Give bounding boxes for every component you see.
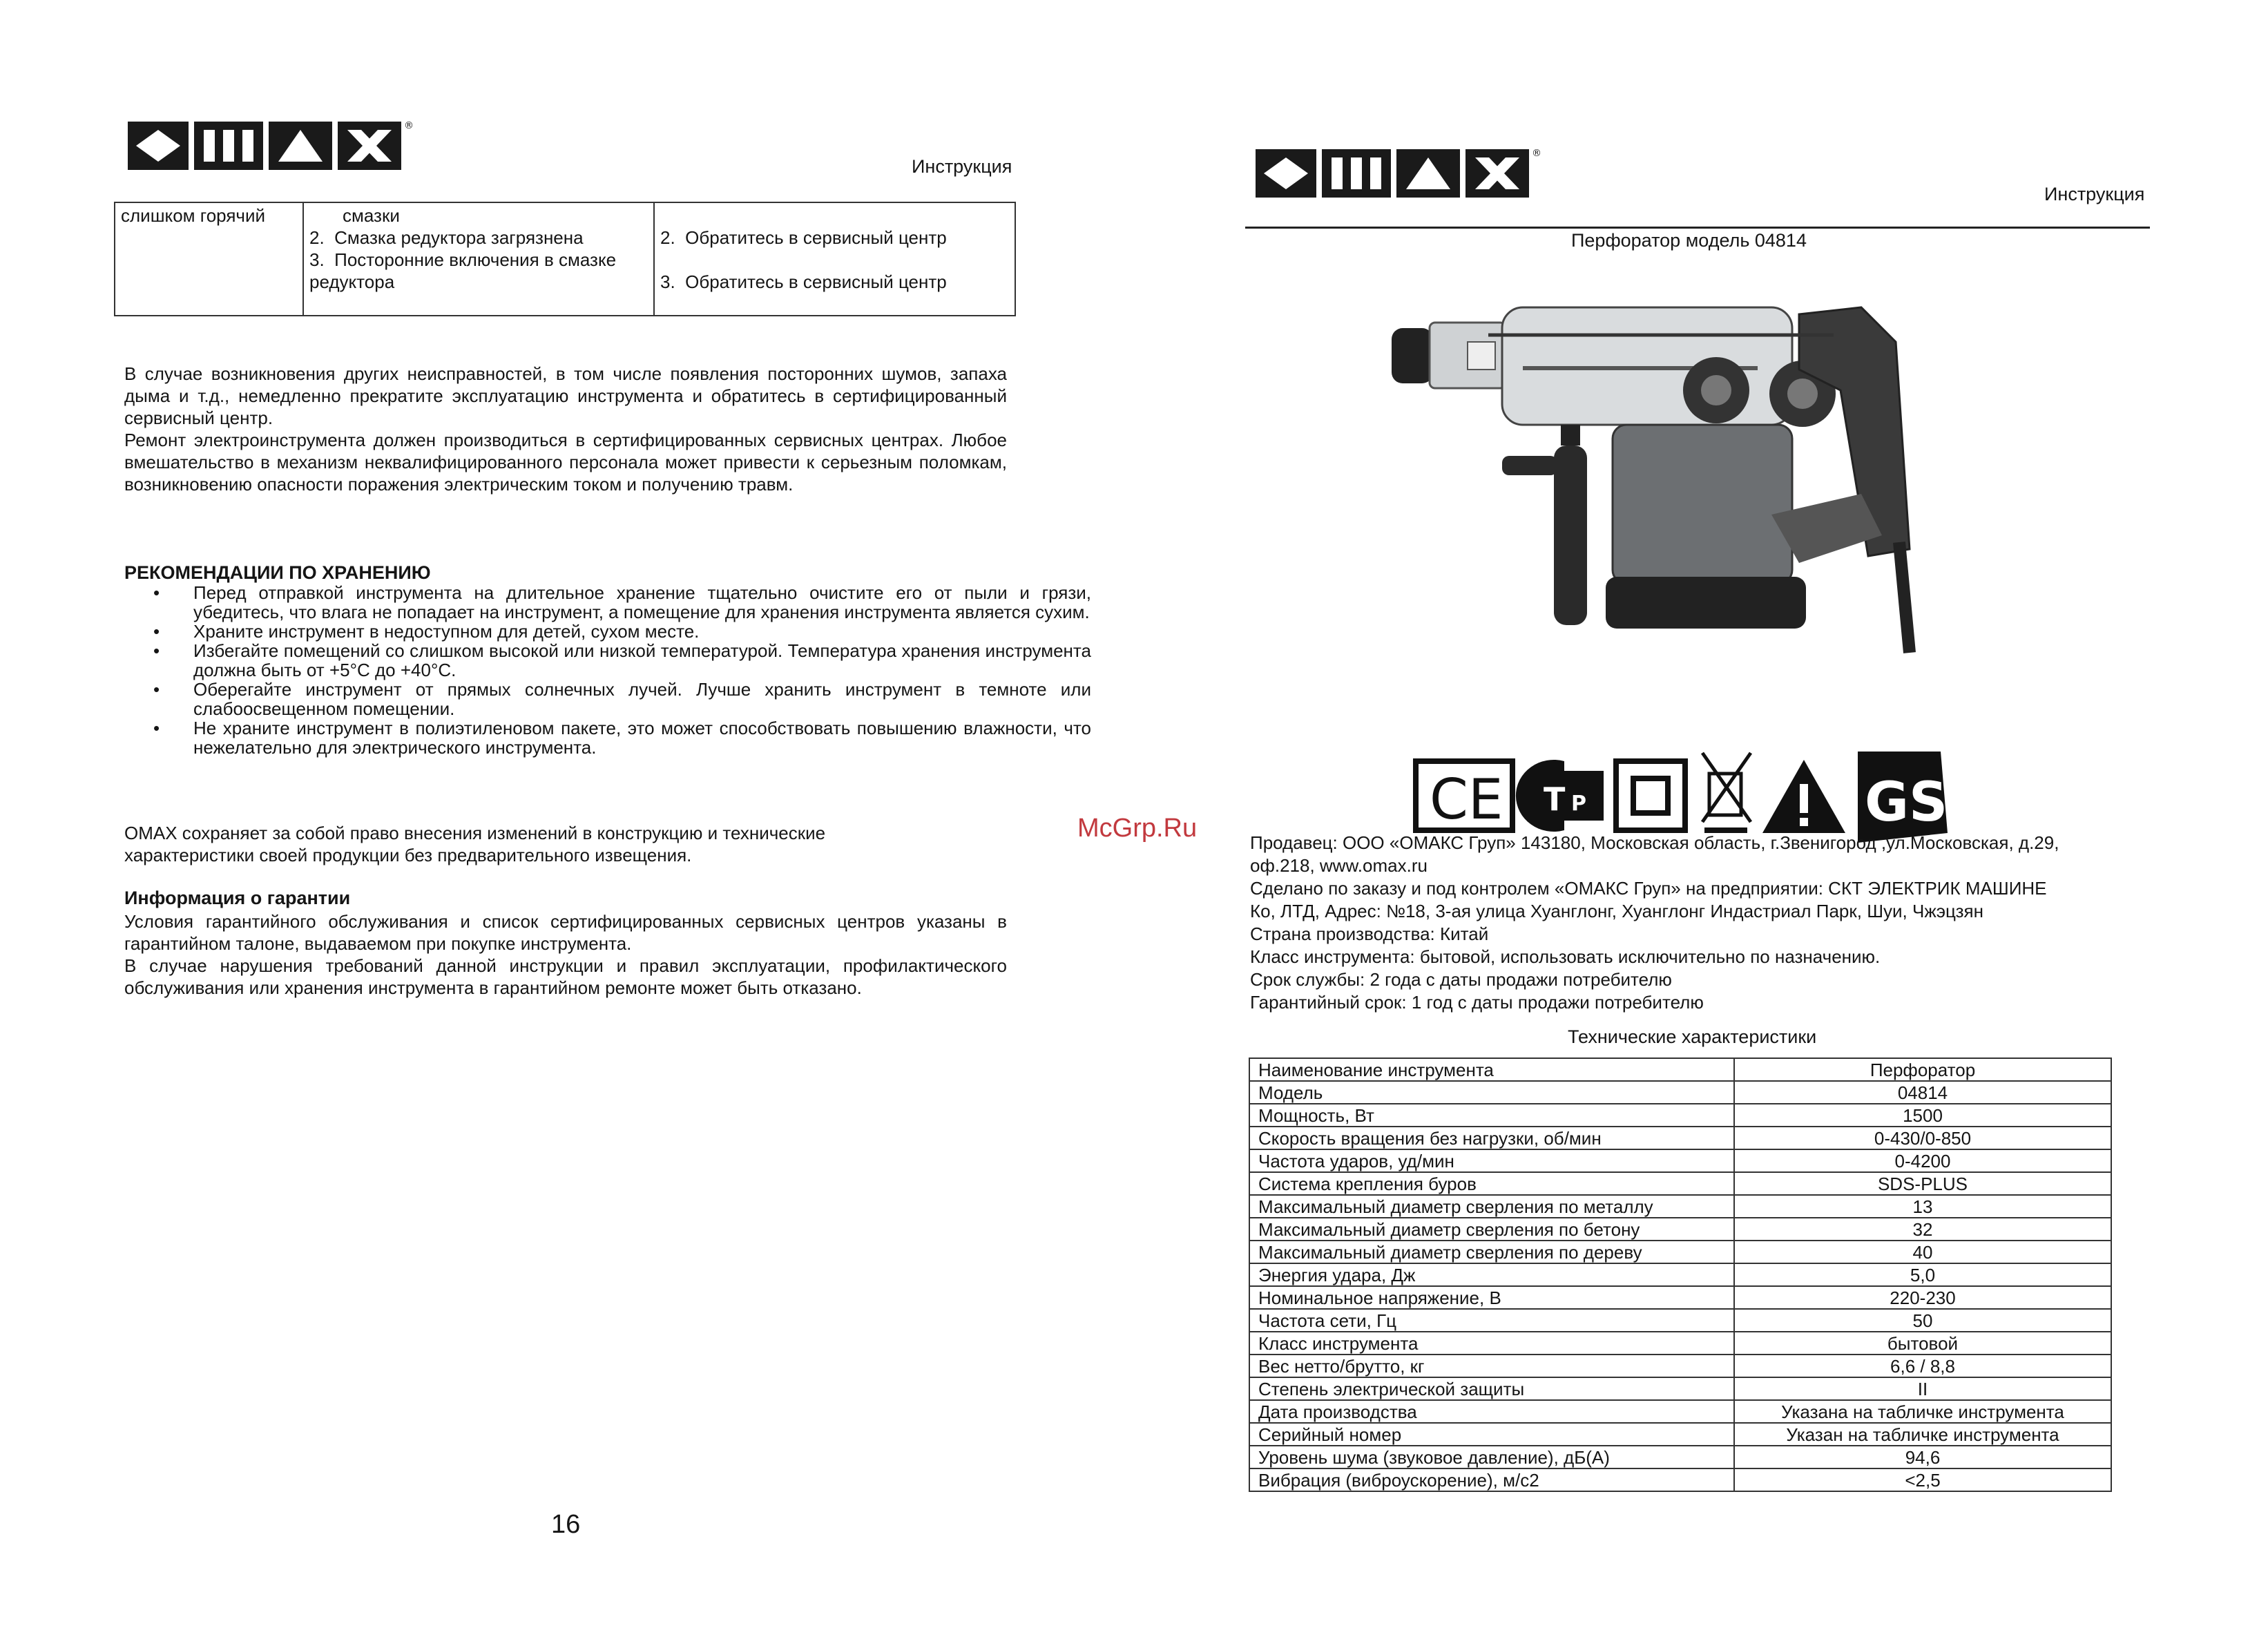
storage-heading: РЕКОМЕНДАЦИИ ПО ХРАНЕНИЮ	[124, 562, 431, 583]
svg-text:CE: CE	[1430, 767, 1503, 832]
list-item: • Не храните инструмент в полиэтиленовом пакете, это может способствовать повышению влажности, что нежелательно для электрического инструмента.	[193, 718, 1091, 757]
table-row: Уровень шума (звуковое давление), дБ(А) 94,6	[1249, 1446, 2111, 1468]
table-row: Частота ударов, уд/мин 0-4200	[1249, 1149, 2111, 1172]
repair-text: Ремонт электроинструмента должен производиться в сертифицированных сервисных центрах. Любое вмешательство в механизм неквалифицированного персонала может привести к серьезным поломкам, возникновению опасности поражения электрическим током и получению травм.	[124, 430, 1007, 495]
table-row: Система крепления буров SDS-PLUS	[1249, 1172, 2111, 1195]
ce-mark-icon	[1416, 761, 1512, 832]
table-row: Энергия удара, Дж 5,0	[1249, 1263, 2111, 1286]
warranty-text-2: В случае нарушения требований данной инструкции и правил эксплуатации, профилактического обслуживания или хранения инструмента в гарантийном ремонте может быть отказано.	[124, 955, 1007, 998]
table-row: Номинальное напряжение, В 220-230	[1249, 1286, 2111, 1309]
table-row: Степень электрической защиты II	[1249, 1377, 2111, 1400]
table-row: Вибрация (виброускорение), м/с2 <2,5	[1249, 1468, 2111, 1491]
info-line: Страна производства: Китай	[1250, 924, 1489, 944]
header-label-right: Инструкция	[2044, 184, 2145, 204]
table-row: Мощность, Вт 1500	[1249, 1104, 2111, 1127]
info-line: Срок службы: 2 года с даты продажи потребителю	[1250, 969, 1672, 990]
svg-text:Т: Т	[1544, 781, 1566, 818]
info-line: Ко, ЛТД, Адрес: №18, 3-ая улица Хуанглонг, Хуанглонг Индастриал Парк, Шуи, Чжэцзян	[1250, 901, 1983, 921]
page-number: 16	[551, 1510, 581, 1539]
svg-text:®: ®	[1532, 148, 1541, 159]
rights-text: ОМАХ сохраняет за собой право внесения изменений в конструкцию и технические характеристики своей продукции без предварительного извещения.	[124, 823, 826, 865]
list-item: • Избегайте помещений со слишком высокой или низкой температурой. Температура хранения инструмента должна быть от +5°С до +40°С.	[193, 641, 1091, 680]
malfunction-text: В случае возникновения других неисправностей, в том числе появления посторонних шумов, запаха дыма и т.д., немедленно прекратите эксплуатацию инструмента и обратитесь в сертифицированный сервисный центр.	[124, 363, 1007, 428]
solution-cell: 2. Обратитесь в сервисный центр 3. Обратитесь в сервисный центр	[654, 202, 1015, 316]
table-row: Модель 04814	[1249, 1081, 2111, 1104]
weee-bin-icon	[1702, 753, 1751, 833]
warning-icon	[1762, 760, 1845, 833]
watermark: McGrp.Ru	[1077, 814, 1198, 843]
omax-logo-left	[128, 116, 414, 182]
svg-text:Р: Р	[1571, 792, 1586, 816]
info-line: оф.218, www.omax.ru	[1250, 855, 1428, 876]
table-row: Максимальный диаметр сверления по бетону 32	[1249, 1218, 2111, 1241]
table-row: Дата производства Указана на табличке инструмента	[1249, 1400, 2111, 1423]
list-item: • Оберегайте инструмент от прямых солнечных лучей. Лучше хранить инструмент в темноте или слабоосвещенном помещении.	[193, 680, 1091, 718]
rotary-hammer-image	[1385, 287, 1992, 698]
troubleshooting-table	[114, 202, 1016, 316]
svg-text:®: ®	[404, 120, 414, 131]
seller-info	[1250, 832, 2059, 1014]
warranty-text-1: Условия гарантийного обслуживания и список сертифицированных сервисных центров указаны в гарантийном талоне, выдаваемом при покупке инструмента.	[124, 911, 1007, 954]
table-row: Максимальный диаметр сверления по дереву 40	[1249, 1241, 2111, 1263]
specs-title: Технические характеристики	[1568, 1026, 1817, 1047]
table-row: Скорость вращения без нагрузки, об/мин 0-430/0-850	[1249, 1127, 2111, 1149]
svg-text:GS: GS	[1865, 772, 1948, 834]
problem-cell: слишком горячий	[121, 205, 265, 226]
cause-cell: смазки 2. Смазка редуктора загрязнена 3. Посторонние включения в смазке редуктора	[303, 202, 654, 316]
info-line: Сделано по заказу и под контролем «ОМАКС Груп» на предприятии: СКТ ЭЛЕКТРИК МАШИНЕ	[1250, 878, 2047, 899]
list-item: • Перед отправкой инструмента на длительное хранение тщательно очистите его от пыли и грязи, убедитесь, что влага не попадает на инструмент, а помещение для хранения инструмента является сухим.	[193, 583, 1091, 622]
rostest-mark-icon	[1516, 760, 1604, 832]
info-line: Продавец: ООО «ОМАКС Груп» 143180, Московская область, г.Звенигород ,ул.Московская, д.29,	[1250, 832, 2059, 853]
double-insulation-icon	[1616, 761, 1685, 830]
table-row: Наименование инструмента Перфоратор	[1249, 1058, 2111, 1081]
table-row: Класс инструмента бытовой	[1249, 1332, 2111, 1355]
warranty-heading: Информация о гарантии	[124, 888, 351, 908]
table-row: Максимальный диаметр сверления по металлу 13	[1249, 1195, 2111, 1218]
table-row: Частота сети, Гц 50	[1249, 1309, 2111, 1332]
specs-table	[1249, 1058, 2112, 1492]
omax-logo-right	[1256, 144, 1539, 210]
storage-list	[114, 583, 1091, 757]
info-line: Класс инструмента: бытовой, использовать исключительно по назначению.	[1250, 946, 1881, 967]
table-row: Серийный номер Указан на табличке инструмента	[1249, 1423, 2111, 1446]
list-item: • Храните инструмент в недоступном для детей, сухом месте.	[193, 622, 1091, 641]
model-title: Перфоратор модель 04814	[1571, 230, 1807, 251]
gs-mark-icon	[1858, 752, 1948, 843]
table-row: Вес нетто/брутто, кг 6,6 / 8,8	[1249, 1355, 2111, 1377]
header-rule	[1245, 227, 2150, 229]
header-label: Инструкция	[912, 156, 1012, 177]
info-line: Гарантийный срок: 1 год с даты продажи потребителю	[1250, 992, 1704, 1013]
